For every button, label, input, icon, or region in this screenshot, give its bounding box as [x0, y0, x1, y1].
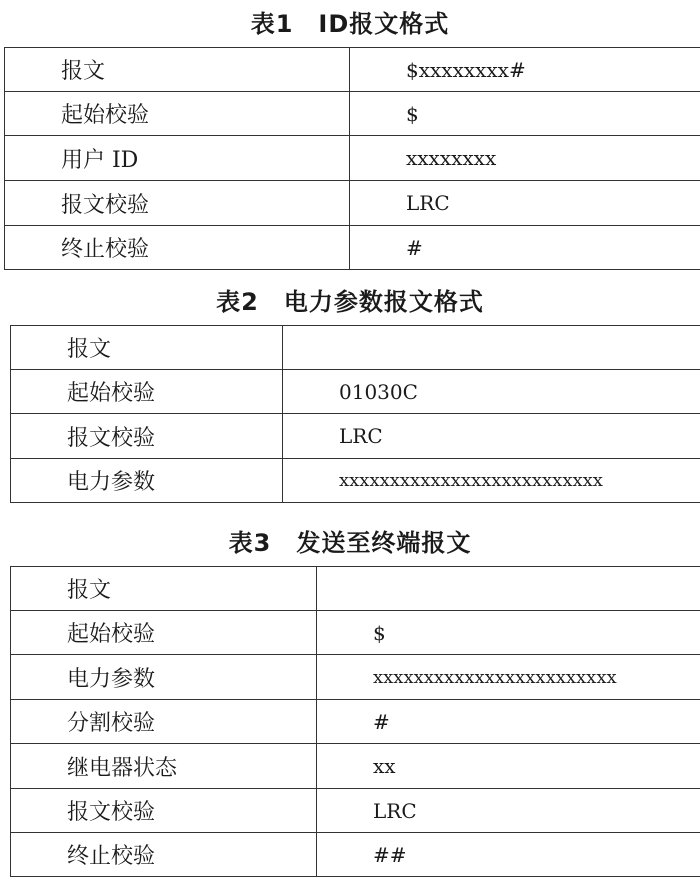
row-value: LRC: [350, 181, 700, 226]
table-row: [11, 789, 700, 833]
row-key: 起始校验: [11, 611, 317, 655]
row-key: 报文校验: [11, 414, 283, 459]
table-row: [5, 226, 700, 270]
table-2-caption: 表2 电力参数报文格式: [216, 288, 484, 316]
row-key: 报文校验: [11, 789, 317, 833]
row-key: 终止校验: [11, 833, 317, 877]
table-row: [11, 700, 700, 744]
table-row: [11, 833, 700, 877]
row-key: 电力参数: [11, 655, 317, 700]
row-key: 起始校验: [11, 370, 283, 414]
row-value: xx: [317, 744, 700, 789]
row-key: 终止校验: [5, 226, 350, 270]
row-value: 01030C: [283, 370, 700, 414]
table-row: [5, 181, 700, 226]
row-value: ##: [317, 833, 700, 877]
table-row: [11, 744, 700, 789]
table-2: [10, 325, 700, 503]
row-key: 用户 ID: [5, 136, 350, 181]
row-value: #: [317, 700, 700, 744]
row-value: [283, 326, 700, 370]
row-value: LRC: [283, 414, 700, 459]
row-value: xxxxxxxx: [350, 136, 700, 181]
row-key: 报文: [11, 326, 283, 370]
row-value: $: [317, 611, 700, 655]
table-row: [11, 567, 700, 611]
row-key: 继电器状态: [11, 744, 317, 789]
row-value: xxxxxxxxxxxxxxxxxxxxxxxxxx: [283, 459, 700, 503]
table-row: [5, 48, 700, 92]
row-value: LRC: [317, 789, 700, 833]
row-key: 分割校验: [11, 700, 317, 744]
table-row: [11, 655, 700, 700]
table-row: [11, 459, 700, 503]
table-1-caption: 表1 ID报文格式: [250, 10, 450, 38]
table-row: [11, 370, 700, 414]
table-row: [11, 611, 700, 655]
row-key: 起始校验: [5, 92, 350, 136]
row-key: 报文: [5, 48, 350, 92]
row-value: $xxxxxxxx#: [350, 48, 700, 92]
row-key: 电力参数: [11, 459, 283, 503]
row-key: 报文校验: [5, 181, 350, 226]
table-row: [5, 92, 700, 136]
table-3: [10, 566, 700, 877]
row-value: #: [350, 226, 700, 270]
table-row: [5, 136, 700, 181]
row-value: [317, 567, 700, 611]
table-row: [11, 326, 700, 370]
table-1: [4, 47, 700, 270]
table-row: [11, 414, 700, 459]
table-3-caption: 表3 发送至终端报文: [228, 529, 472, 557]
row-key: 报文: [11, 567, 317, 611]
row-value: xxxxxxxxxxxxxxxxxxxxxxxx: [317, 655, 700, 700]
row-value: $: [350, 92, 700, 136]
